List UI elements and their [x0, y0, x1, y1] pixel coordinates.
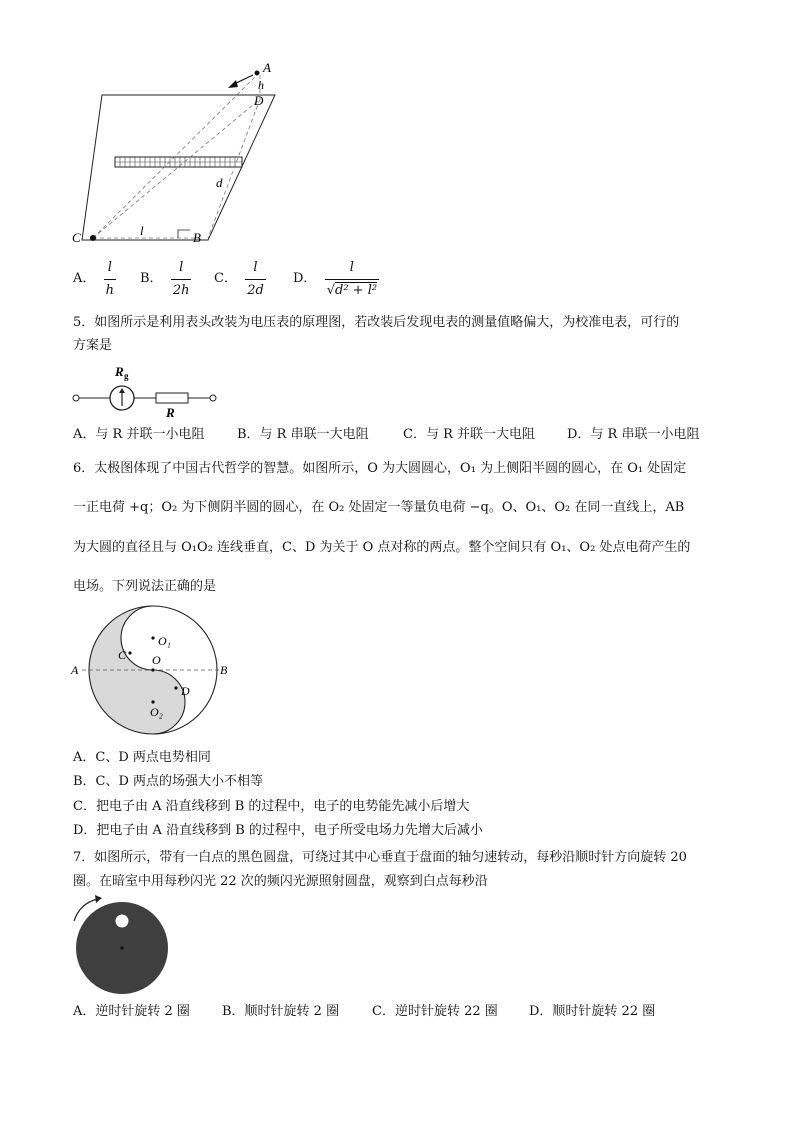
point-c-dot: [90, 235, 96, 241]
label-o1: O₁: [158, 634, 171, 648]
q7-option-b[interactable]: B．顺时针旋转 2 圈: [222, 1004, 340, 1019]
label-rg-sub: g: [124, 371, 129, 381]
q6-stem-line4: 电场。下列说法正确的是: [73, 579, 217, 594]
q6-option-d[interactable]: D．把电子由 A 沿直线移到 B 的过程中，电子所受电场力先增大后减小: [73, 823, 483, 838]
disk-center: [120, 946, 123, 949]
q7-option-d[interactable]: D．顺时针旋转 22 圈: [529, 1004, 656, 1019]
q6-stem-line3: 为大圆的直径且与 O₁O₂ 连线垂直，C、D 为关于 O 点对称的两点。整个空间只有 O₁、O₂ 处点电荷产生的: [73, 540, 691, 555]
q7-disk-figure: [66, 893, 176, 998]
label-b: B: [193, 230, 201, 245]
q5-circuit: [68, 360, 228, 420]
q4-option-c[interactable]: C． $\frac{l}{2d}$: [214, 260, 266, 298]
label-d: D: [181, 684, 190, 698]
label-d-upper: D: [254, 93, 264, 108]
white-dot: [116, 915, 129, 928]
q6-option-a[interactable]: A．C、D 两点电势相同: [73, 750, 211, 765]
q5-stem-line1: 5．如图所示是利用表头改装为电压表的原理图，若改装后发现电表的测量值略偏大，为校准电表，可行的: [73, 315, 680, 330]
q5-option-b[interactable]: B．与 R 串联一大电阻: [237, 427, 369, 442]
q6-stem-line2: 一正电荷 +q；O₂ 为下侧阴半圆的圆心，在 O₂ 处固定一等量负电荷 −q。O、O₁、O₂ 在同一直线上，AB: [73, 500, 685, 515]
label-a: A: [71, 663, 79, 677]
resistor-symbol: [156, 393, 188, 403]
q7-stem-line2: 圈。在暗室中用每秒闪光 22 次的频闪光源照射圆盘，观察到白点每秒沿: [73, 874, 488, 889]
q6-taiji-figure: [68, 603, 238, 748]
q5-option-c[interactable]: C．与 R 并联一大电阻: [403, 427, 535, 442]
label-c: C: [118, 648, 127, 662]
label-rg: R: [115, 364, 124, 379]
q5-stem-line2: 方案是: [73, 338, 113, 353]
q5-option-d[interactable]: D．与 R 串联一小电阻: [567, 427, 700, 442]
label-l: l: [140, 223, 144, 238]
q7-option-a[interactable]: A．逆时针旋转 2 圈: [73, 1004, 190, 1019]
q6-stem-line1: 6．太极图体现了中国古代哲学的智慧。如图所示，O 为大圆圆心，O₁ 为上侧阳半圆的圆心，在 O₁ 处固定: [73, 461, 687, 476]
q4-option-d[interactable]: D． $\frac{l}{\text{√d² + l²}}$: [293, 260, 379, 298]
label-d: d: [216, 175, 223, 190]
label-h: h: [258, 78, 264, 92]
q7-stem-line1: 7．如图所示，带有一白点的黑色圆盘，可绕过其中心垂直于盘面的轴匀速转动，每秒沿顺时针方向旋转 20: [73, 850, 687, 865]
q4-figure: [60, 55, 300, 250]
label-c: C: [72, 230, 81, 245]
q5-option-a[interactable]: A．与 R 并联一小电阻: [73, 427, 205, 442]
point-a-dot: [255, 71, 260, 76]
label-o: O: [152, 653, 161, 667]
q4-option-b[interactable]: B． $\frac{l}{2h}$: [140, 260, 191, 298]
label-a: A: [263, 60, 271, 75]
label-r: R: [166, 405, 175, 420]
label-b: B: [220, 663, 228, 677]
q6-option-c[interactable]: C．把电子由 A 沿直线移到 B 的过程中，电子的电势能先减小后增大: [73, 799, 470, 814]
q4-option-a[interactable]: A． $\frac{l}{h}$: [73, 260, 116, 298]
q6-option-b[interactable]: B．C、D 两点的场强大小不相等: [73, 774, 264, 789]
q7-option-c[interactable]: C．逆时针旋转 22 圈: [372, 1004, 498, 1019]
label-o2: O₂: [150, 705, 163, 719]
